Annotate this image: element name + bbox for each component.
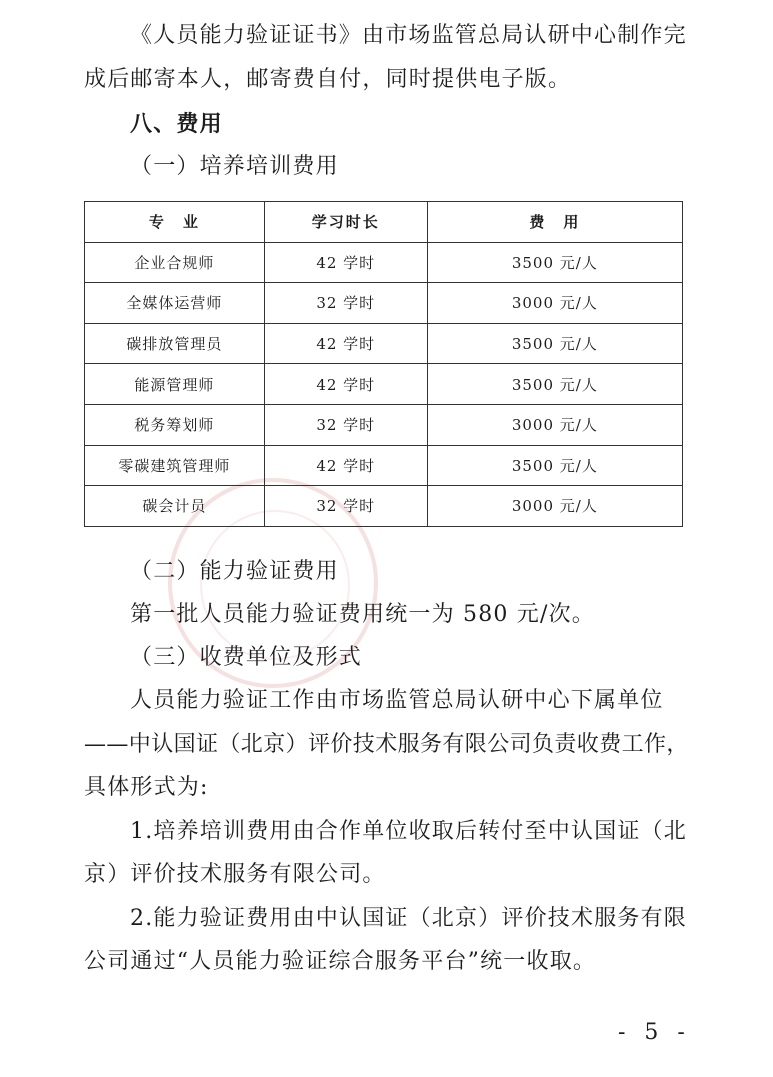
table-row [85, 283, 683, 324]
subsection-2-body: 第一批人员能力验证费用统一为 580 元/次。 [130, 602, 595, 627]
header-study-hours: 学习时长 [264, 202, 427, 243]
cell-major: 碳会计员 [85, 486, 265, 527]
cell-major: 能源管理师 [85, 364, 265, 405]
item-2-line-2: 公司通过“人员能力验证综合服务平台”统一收取。 [84, 949, 597, 974]
subsection-1-heading: （一）培养培训费用 [130, 154, 339, 179]
cell-fee: 3500 元/人 [427, 364, 682, 405]
subsection-3-para-line-1: 人员能力验证工作由市场监管总局认研中心下属单位 [130, 688, 664, 713]
cell-fee: 3500 元/人 [427, 445, 682, 486]
cell-hours: 32 学时 [264, 283, 427, 324]
subsection-2-heading: （二）能力验证费用 [130, 559, 339, 584]
subsection-3-para-line-2: ——中认国证（北京）评价技术服务有限公司负责收费工作， [84, 732, 689, 757]
cell-fee: 3500 元/人 [427, 242, 682, 283]
cell-major: 全媒体运营师 [85, 283, 265, 324]
intro-line-1: 《人员能力验证证书》由市场监管总局认研中心制作完 [130, 23, 687, 48]
cell-hours: 42 学时 [264, 323, 427, 364]
cell-fee: 3500 元/人 [427, 323, 682, 364]
fee-table-header-row [85, 202, 683, 243]
table-row [85, 364, 683, 405]
subsection-3-heading: （三）收费单位及形式 [130, 645, 363, 670]
cell-fee: 3000 元/人 [427, 404, 682, 445]
page-number: - 5 - [618, 1020, 691, 1045]
fee-table [84, 201, 683, 527]
cell-major: 碳排放管理员 [85, 323, 265, 364]
cell-hours: 42 学时 [264, 364, 427, 405]
item-1-line-1: 1.培养培训费用由合作单位收取后转付至中认国证（北 [130, 819, 687, 844]
header-fee: 费 用 [427, 202, 682, 243]
table-row [85, 323, 683, 364]
item-2-line-1: 2.能力验证费用由中认国证（北京）评价技术服务有限 [130, 906, 687, 931]
cell-major: 税务筹划师 [85, 404, 265, 445]
section-8-heading: 八、费用 [130, 111, 223, 137]
table-row [85, 445, 683, 486]
header-major: 专 业 [85, 202, 265, 243]
table-row [85, 486, 683, 527]
cell-major: 企业合规师 [85, 242, 265, 283]
cell-fee: 3000 元/人 [427, 283, 682, 324]
table-row [85, 242, 683, 283]
table-row [85, 404, 683, 445]
cell-hours: 32 学时 [264, 486, 427, 527]
cell-fee: 3000 元/人 [427, 486, 682, 527]
cell-hours: 42 学时 [264, 445, 427, 486]
cell-hours: 42 学时 [264, 242, 427, 283]
subsection-3-para-line-3: 具体形式为: [84, 775, 209, 800]
item-1-line-2: 京）评价技术服务有限公司。 [84, 862, 386, 887]
intro-line-2: 成后邮寄本人，邮寄费自付，同时提供电子版。 [84, 67, 572, 92]
cell-hours: 32 学时 [264, 404, 427, 445]
cell-major: 零碳建筑管理师 [85, 445, 265, 486]
